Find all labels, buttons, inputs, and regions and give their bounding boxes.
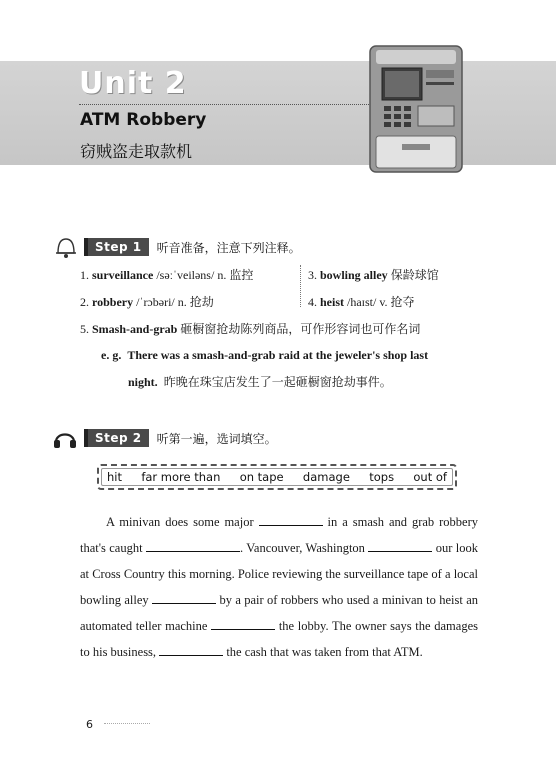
answer-blank-6[interactable]	[159, 643, 223, 656]
note-2: 2. robbery /ˈrɔbəri/ n. 抢劫	[80, 295, 214, 309]
word-bank	[97, 464, 457, 490]
footer-rule	[104, 723, 150, 724]
title-divider	[79, 104, 379, 105]
step1-badge: Step 1	[84, 238, 149, 256]
bell-icon	[52, 235, 78, 259]
word-option: out of	[413, 470, 447, 484]
word-option: tops	[369, 470, 395, 484]
page-number: 6	[86, 718, 93, 731]
answer-blank-3[interactable]	[368, 539, 432, 552]
step2-badge: Step 2	[84, 429, 149, 447]
lesson-title-en: ATM Robbery	[80, 110, 207, 130]
atm-machine-image	[362, 40, 472, 180]
note-4: 4. heist /haɪst/ v. 抢夺	[308, 295, 415, 309]
unit-title: Unit 2	[79, 66, 187, 101]
word-option: far more than	[141, 470, 221, 484]
notes-divider	[300, 265, 301, 307]
step1-header	[52, 235, 301, 259]
step1-instruction: 听音准备，注意下列注释。	[156, 240, 301, 255]
step2-header	[52, 426, 277, 450]
note-5: 5. Smash-and-grab 砸橱窗抢劫陈列商品，可作形容词也可作名词	[80, 322, 421, 336]
example-sentence-line1: e. g. There was a smash-and-grab raid at the jeweler's shop last	[101, 348, 429, 362]
answer-blank-2[interactable]	[146, 539, 240, 552]
note-1: 1. surveillance /səːˈveiləns/ n. 监控	[80, 268, 254, 282]
step2-instruction: 听第一遍，选词填空。	[156, 431, 277, 446]
answer-blank-1[interactable]	[259, 513, 323, 526]
answer-blank-5[interactable]	[211, 617, 275, 630]
cloze-passage: A minivan does some major in a smash and grab robbery that's caught . Vancouver, Washington our look at Cross Country this morning. Police reviewing the surveillance tape of a local bowling alley by a pair of robbers who used a minivan to heist an automated teller machine the lobby. The owner says the damages to his business, the cash that was taken from that ATM.	[80, 515, 479, 659]
lesson-title-cn: 窃贼盗走取款机	[80, 142, 193, 161]
word-option: on tape	[239, 470, 284, 484]
answer-blank-4[interactable]	[152, 591, 216, 604]
example-sentence-line2: night. 昨晚在珠宝店发生了一起砸橱窗抢劫事件。	[128, 375, 392, 389]
headphones-icon	[52, 426, 78, 450]
word-option: hit	[107, 470, 122, 484]
word-option: damage	[302, 470, 350, 484]
note-3: 3. bowling alley 保龄球馆	[308, 268, 439, 282]
